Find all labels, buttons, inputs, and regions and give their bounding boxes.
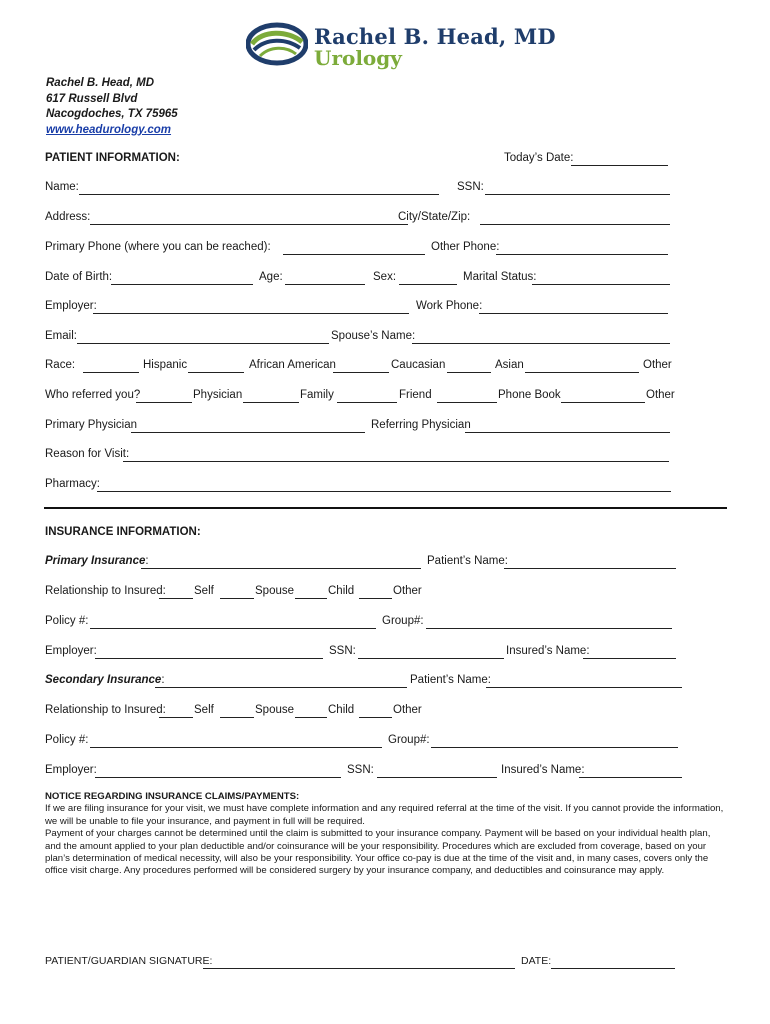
secondary-insureds-name-field[interactable] <box>579 777 682 778</box>
race-other-blank[interactable] <box>525 372 639 373</box>
secondary-policy-row <box>45 734 675 750</box>
primary-child-blank[interactable] <box>295 598 327 599</box>
race-caucasian-blank[interactable] <box>333 372 389 373</box>
patient-header-row <box>45 152 675 168</box>
name-field[interactable] <box>79 194 439 195</box>
referred-option-physician: Physician <box>193 389 243 401</box>
referring-physician-field[interactable] <box>465 432 670 433</box>
address-label: Address: <box>45 211 91 223</box>
secondary-employer-label: Employer: <box>45 764 97 776</box>
referred-row <box>45 389 675 405</box>
city-state-zip-field[interactable] <box>480 224 670 225</box>
primary-insurance-label: Primary Insurance: <box>45 555 149 567</box>
address-row <box>45 211 675 227</box>
secondary-rel-spouse: Spouse <box>255 704 295 716</box>
ssn-field[interactable] <box>485 194 670 195</box>
secondary-employer-field[interactable] <box>95 777 341 778</box>
primary-insureds-name-field[interactable] <box>583 658 676 659</box>
signature-date-field[interactable] <box>551 968 675 969</box>
signature-field[interactable] <box>203 968 515 969</box>
employer-row <box>45 300 675 316</box>
patient-section-title: PATIENT INFORMATION: <box>45 152 180 164</box>
address-field[interactable] <box>90 224 408 225</box>
referred-option-family: Family <box>300 389 334 401</box>
secondary-policy-label: Policy #: <box>45 734 89 746</box>
dob-field[interactable] <box>111 284 253 285</box>
dob-label: Date of Birth: <box>45 271 113 283</box>
referred-phone-book-blank[interactable] <box>437 402 497 403</box>
primary-relationship-row <box>45 585 675 601</box>
phone-row <box>45 241 675 257</box>
reason-field[interactable] <box>123 461 669 462</box>
secondary-employer-row <box>45 764 675 780</box>
sex-label: Sex: <box>373 271 397 283</box>
practice-name: Rachel B. Head, MD <box>46 77 154 89</box>
spouse-name-label: Spouse’s Name: <box>331 330 416 342</box>
secondary-group-field[interactable] <box>431 747 678 748</box>
referred-physician-blank[interactable] <box>136 402 192 403</box>
secondary-relationship-row <box>45 704 675 720</box>
primary-employer-label: Employer: <box>45 645 97 657</box>
primary-employer-field[interactable] <box>95 658 323 659</box>
referred-option-friend: Friend <box>399 389 432 401</box>
secondary-relationship-label: Relationship to Insured: <box>45 704 166 716</box>
pharmacy-row <box>45 478 675 494</box>
email-row <box>45 330 675 346</box>
race-option-hispanic: Hispanic <box>143 359 188 371</box>
primary-spouse-blank[interactable] <box>220 598 254 599</box>
primary-rel-other: Other <box>393 585 422 597</box>
work-phone-field[interactable] <box>479 313 668 314</box>
reason-label: Reason for Visit: <box>45 448 130 460</box>
reason-row <box>45 448 675 464</box>
referred-option-other: Other <box>646 389 675 401</box>
race-hispanic-blank[interactable] <box>83 372 139 373</box>
dob-row <box>45 271 675 287</box>
age-field[interactable] <box>285 284 365 285</box>
logo-title: Rachel B. Head, MD <box>314 24 556 49</box>
email-field[interactable] <box>77 343 329 344</box>
race-option-caucasian: Caucasian <box>391 359 446 371</box>
secondary-ssn-label: SSN: <box>347 764 374 776</box>
secondary-self-blank[interactable] <box>159 717 193 718</box>
pharmacy-label: Pharmacy: <box>45 478 100 490</box>
notice-paragraph-1: If we are filing insurance for your visit, we must have complete information and any required referral at the time of the visit. If you cannot provide the information, we will be unable to file your insurance, and payment in full will be required. <box>45 803 724 827</box>
secondary-insurance-field[interactable] <box>155 687 407 688</box>
primary-self-blank[interactable] <box>159 598 193 599</box>
primary-group-label: Group#: <box>382 615 424 627</box>
primary-patients-name-label: Patient’s Name: <box>427 555 508 567</box>
race-row <box>45 359 675 375</box>
other-phone-label: Other Phone: <box>431 241 500 253</box>
practice-street: 617 Russell Blvd <box>46 92 138 105</box>
secondary-group-label: Group#: <box>388 734 430 746</box>
primary-relationship-label: Relationship to Insured: <box>45 585 166 597</box>
spouse-name-field[interactable] <box>412 343 670 344</box>
secondary-other-blank[interactable] <box>359 717 392 718</box>
referred-other-blank[interactable] <box>561 402 645 403</box>
logo-swoosh-icon <box>246 22 308 66</box>
notice-title: NOTICE REGARDING INSURANCE CLAIMS/PAYMENTS: <box>45 791 300 802</box>
primary-physician-label: Primary Physician <box>45 419 138 431</box>
referred-option-phone-book: Phone Book <box>498 389 561 401</box>
referred-family-blank[interactable] <box>243 402 299 403</box>
signature-date-label: DATE: <box>521 955 552 967</box>
logo-subtitle: Urology <box>314 46 402 70</box>
work-phone-label: Work Phone: <box>416 300 483 312</box>
website-link[interactable]: www.headurology.com <box>46 123 172 136</box>
primary-physician-field[interactable] <box>131 432 365 433</box>
race-option-other: Other <box>643 359 672 371</box>
primary-ssn-label: SSN: <box>329 645 356 657</box>
insurance-section-title: INSURANCE INFORMATION: <box>45 526 201 538</box>
secondary-rel-self: Self <box>194 704 214 716</box>
secondary-rel-other: Other <box>393 704 422 716</box>
primary-phone-field[interactable] <box>283 254 425 255</box>
primary-ssn-field[interactable] <box>358 658 504 659</box>
race-label: Race: <box>45 359 76 371</box>
todays-date-field[interactable] <box>571 165 668 166</box>
practice-logo <box>246 22 586 68</box>
secondary-patients-name-field[interactable] <box>486 687 682 688</box>
name-row <box>45 181 675 197</box>
pharmacy-field[interactable] <box>97 491 671 492</box>
primary-group-field[interactable] <box>426 628 672 629</box>
secondary-insurance-row <box>45 674 675 690</box>
todays-date-label: Today’s Date: <box>504 152 574 164</box>
signature-label: PATIENT/GUARDIAN SIGNATURE: <box>45 955 213 967</box>
city-state-zip-label: City/State/Zip: <box>398 211 471 223</box>
age-label: Age: <box>259 271 283 283</box>
primary-policy-row <box>45 615 675 631</box>
secondary-ssn-field[interactable] <box>377 777 497 778</box>
notice-paragraph-2: Payment of your charges cannot be determined until the claim is submitted to your insurance company. Payment will be based on your individual health plan, and the amount applied to your plan deductible and/or coinsurance will be your responsibility. Procedures which are excluded from coverage, based on your plan’s determination of medical necessity, will also be your responsibility. Your office co-pay is due at the time of the visit and, in many cases, covers only the office visit charge. Any procedures performed will be considered surgery by your insurance company, and deductibles and coinsurance may apply. <box>45 828 711 877</box>
sex-field[interactable] <box>399 284 457 285</box>
primary-phone-label: Primary Phone (where you can be reached): <box>45 241 271 253</box>
primary-rel-spouse: Spouse <box>255 585 295 597</box>
secondary-rel-child: Child <box>328 704 355 716</box>
ssn-label: SSN: <box>457 181 484 193</box>
other-phone-field[interactable] <box>496 254 668 255</box>
practice-city: Nacogdoches, TX 75965 <box>46 108 178 120</box>
primary-patients-name-field[interactable] <box>504 568 676 569</box>
race-option-african-american: African American <box>249 359 336 371</box>
secondary-policy-field[interactable] <box>90 747 382 748</box>
insurance-notice <box>45 791 725 878</box>
insurance-header-row <box>45 526 675 542</box>
section-divider <box>44 507 727 509</box>
race-option-asian: Asian <box>495 359 524 371</box>
secondary-spouse-blank[interactable] <box>220 717 254 718</box>
primary-policy-field[interactable] <box>90 628 376 629</box>
secondary-patients-name-label: Patient’s Name: <box>410 674 491 686</box>
secondary-insurance-label: Secondary Insurance: <box>45 674 165 686</box>
race-asian-blank[interactable] <box>447 372 491 373</box>
name-label: Name: <box>45 181 79 193</box>
marital-status-label: Marital Status: <box>463 271 537 283</box>
employer-label: Employer: <box>45 300 97 312</box>
email-label: Email: <box>45 330 77 342</box>
primary-rel-self: Self <box>194 585 214 597</box>
marital-status-field[interactable] <box>532 284 670 285</box>
race-african-american-blank[interactable] <box>188 372 244 373</box>
primary-insureds-name-label: Insured’s Name: <box>506 645 590 657</box>
referred-friend-blank[interactable] <box>337 402 397 403</box>
primary-policy-label: Policy #: <box>45 615 89 627</box>
employer-field[interactable] <box>93 313 409 314</box>
physician-row <box>45 419 675 435</box>
referred-label: Who referred you? <box>45 389 141 401</box>
primary-employer-row <box>45 645 675 661</box>
secondary-insureds-name-label: Insured’s Name: <box>501 764 585 776</box>
referring-physician-label: Referring Physician <box>371 419 471 431</box>
primary-insurance-field[interactable] <box>141 568 421 569</box>
primary-insurance-row <box>45 555 675 571</box>
primary-rel-child: Child <box>328 585 355 597</box>
primary-other-blank[interactable] <box>359 598 392 599</box>
practice-address <box>46 76 178 138</box>
signature-row <box>45 955 675 971</box>
secondary-child-blank[interactable] <box>295 717 327 718</box>
